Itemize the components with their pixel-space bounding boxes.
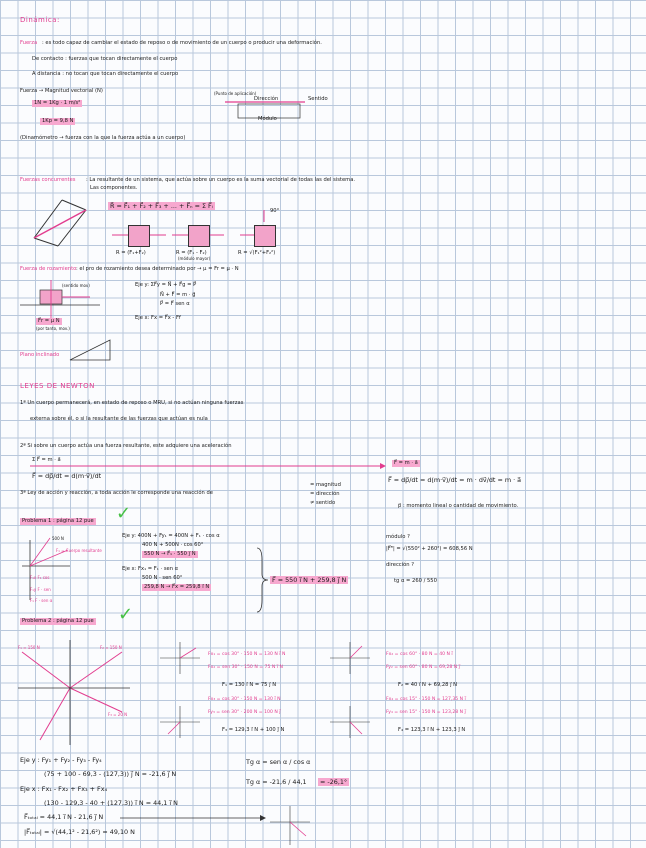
peso-equation: 1Kp = 9,8 N: [42, 118, 74, 124]
p2-right-4: Fy₄ = sen 15° · 150 N = 123,28 N j⃗: [386, 710, 466, 715]
p1-eje-y2: 400 N + 500N · cos 60°: [142, 542, 204, 548]
p2-right-1: Fy₂ = sen 60° · 80 N = 69,28 N j⃗: [386, 665, 460, 670]
r3-formula: R = √(F₁²+F₂²): [238, 250, 276, 256]
rozamiento-definition: : el pro de rozamiento desea determinado por → μ = Fr = μ · N: [76, 266, 239, 272]
newton-ley-2-eq2: F⃗ = dp⃗/dt = d(m·v⃗)/dt: [32, 472, 102, 480]
rozamiento-eje-y: Eje y: ΣF⃗y = N⃗ + F⃗g = P⃗: [135, 282, 197, 288]
problema-1-label: Problema 1 : página 12 pue: [22, 518, 94, 524]
concurrentes-definition: : La resultante de un sistema, que actúa sobre un cuerpo es la suma vectorial de todas las del sistema.: [86, 177, 356, 183]
p2-tg-3: = -26,1°: [320, 778, 348, 786]
box-1: [128, 225, 150, 247]
newton-heading: LEYES DE NEWTON: [20, 382, 95, 390]
rozamiento-mov: (sentido mov): [62, 283, 90, 288]
newton-ley-2: 2ª Si sobre un cuerpo actúa una fuerza resultante, este adquiere una aceleración: [20, 443, 232, 449]
p1-eje-x2: 500 N · sen 60°: [142, 575, 183, 581]
p2-eje-x2: (130 - 129,3 - 40 + (127,3)) i⃗ N = 44,1 i⃗ N: [44, 799, 178, 807]
punto-aplicacion: (Punto de aplicación): [214, 91, 257, 96]
p1-force-y: F₁y F · sen: [30, 587, 51, 592]
p2-mid-5: F₃ = 129,3 i⃗ N + 100 j⃗ N: [222, 727, 285, 733]
p2-tg-2: Tg α = -21,6 / 44,1: [246, 778, 307, 786]
r2-note: (módulo mayor): [178, 256, 211, 261]
p2-mid-2: F₁ = 130 i⃗ N = 75 j⃗ N: [222, 682, 277, 688]
box-3: [254, 225, 276, 247]
p2-mid-0: Fx₁ = cos 30° · 150 N = 130 N i⃗ N: [208, 652, 286, 657]
p1-eje-x: Eje x: Fx₁ = F₁ · sen α: [122, 566, 179, 572]
concurrentes-sub: Las componentes.: [90, 185, 138, 191]
p2-mid-3: Fx₃ = cos 30° · 150 N = 130 i⃗ N: [208, 697, 281, 702]
p1-eje-x3: 259,8 N → F⃗x = 259,8 i⃗ N: [144, 584, 210, 590]
concurrentes-label: Fuerzas concurrentes: [20, 177, 76, 183]
box-2: [188, 225, 210, 247]
p2-tg-1: Tg α = sen α / cos α: [246, 758, 311, 766]
newton-ley-3: 3ª Ley de acción y reacción, a toda acción le corresponde una reacción de: [20, 490, 213, 496]
modulo-label: Módulo: [258, 116, 277, 122]
r2-formula: R = (F₁ - F₂): [176, 250, 207, 256]
plano-inclinado-label: Plano inclinado: [20, 352, 60, 358]
p1-eje-y3: 550 N → F⃗₁ · 550 j⃗ N: [144, 551, 196, 557]
p1-modulo-label: módulo ?: [386, 534, 410, 540]
newton-ley-1: 1ª Un cuerpo permanecerá, en estado de reposo o MRU, si no actúan ninguna fuerzas: [20, 400, 244, 406]
direccion-label: Dirección: [254, 96, 279, 102]
problema-2-label: Problema 2 : página 12 pue: [22, 618, 94, 624]
p1-result: F⃗ = 550 i⃗ N + 259,8 j⃗ N: [272, 576, 347, 584]
p2-f-total: F⃗ₜₒₜₐₗ = 44,1 i⃗ N - 21,6 j⃗ N: [24, 813, 104, 821]
p1-force-resultante: F₁ = Cuerpo resultante: [56, 548, 102, 553]
newton-ley-1b: externa sobre él, o si la resultante de las fuerzas que actúan es nula: [30, 416, 208, 422]
p1-direccion-label: dirección ?: [386, 562, 414, 568]
page-title: Dinámica:: [20, 16, 60, 24]
rozamiento-n-eq: N⃗ + F⃗ = m · g⃗: [160, 292, 196, 298]
p2-eje-x: Eje x : Fx₁ - Fx₂ + Fx₃ + Fx₄: [20, 785, 108, 793]
ley3-option-sentido: ≠ sentido: [310, 500, 336, 506]
p2-right-3: Fx₄ = cos 15° · 150 N = 127,35 N i⃗: [386, 697, 466, 702]
p2-right-5: F₄ = 123,3 i⃗ N + 123,3 j⃗ N: [398, 727, 466, 733]
check-icon: ✓: [116, 503, 132, 524]
fuerza-distancia: A distancia : no tocan que tocan directamente el cuerpo: [32, 71, 179, 77]
r1-formula: R = (F₁+F₂): [116, 250, 146, 256]
dinamometro-note: (Dinamómetro → fuerza con la que la fuerza actúa a un cuerpo): [20, 135, 186, 141]
ley3-option-magnitud: = magnitud: [310, 482, 341, 488]
p1-eje-y: Eje y: 400N + Fy₁ = 400N + F₁ · cos α: [122, 533, 220, 539]
p2-f-mod: |F⃗ₜₒₜₐₗ| = √(44,1² - 21,6²) = 49,10 N: [24, 828, 135, 836]
p2-force-3: F₃ = 20 N: [108, 712, 128, 717]
rozamiento-fr: F⃗r = μ N: [38, 318, 60, 324]
newton-ley-2-right: F⃗ = m · a⃗: [394, 460, 418, 466]
p1-force-500: 500 N: [52, 536, 64, 541]
fuerza-contacto: De contacto : fuerzas que tocan directamente el cuerpo: [32, 56, 178, 62]
p1-force-x: F₁x F₁ cos: [30, 575, 50, 580]
p1-force-sen: F₁ F · sen α: [30, 598, 53, 603]
fuerza-definition: : es todo capaz de cambiar el estado de reposo o de movimiento de un cuerpo o producir una deformación.: [42, 40, 322, 46]
p1-modulo: |F⃗ᴿ| = √(550² + 260²) = 608,56 N: [386, 546, 473, 552]
rozamiento-eje-x: Eje x: Fx = F⃗x - Fr⃗: [135, 315, 181, 321]
newton-equation: 1N = 1Kg · 1 m/s²: [34, 100, 81, 106]
fuerza-magnitud: Fuerza → Magnitud vectorial (N): [20, 88, 103, 94]
newton-ley-2-deriv: F⃗ = dp⃗/dt = d(m·v⃗)/dt = m · dv⃗/dt = m · a⃗: [388, 476, 522, 484]
momento-note: p⃗ : momento lineal o cantidad de movimiento.: [398, 503, 519, 509]
p2-mid-1: Fx₂ = sen 30° · 150 N = 75 N i⃗ N: [208, 665, 283, 670]
rozamiento-por-tanto: (por tanto, mov.): [36, 326, 70, 331]
rozamiento-label: Fuerza de rozamiento: [20, 266, 77, 272]
p2-mid-4: Fy₃ = sen 30° · 200 N = 100 N j⃗: [208, 710, 281, 715]
rozamiento-n-eq2: P⃗ = F⃗ sen α: [160, 301, 190, 307]
sentido-label: Sentido: [308, 96, 328, 102]
check-icon-2: ✓: [118, 604, 134, 625]
newton-ley-2-eq: Σ F⃗ = m · a⃗: [32, 457, 61, 463]
p2-eje-y: Eje y : Fy₁ + Fy₂ - Fy₃ - Fy₄: [20, 756, 102, 764]
ley3-option-direccion: = dirección: [310, 491, 340, 497]
resultant-sum: R⃗ = F⃗₁ + F⃗₂ + F⃗₃ + ... + F⃗ₙ = Σ F⃗ᵢ: [110, 202, 213, 210]
p1-tg: tg α = 260 / 550: [394, 578, 437, 584]
p2-force-1: F₁ = 150 N: [18, 645, 40, 650]
p2-force-2: F₂ = 150 N: [100, 645, 122, 650]
fuerza-label: Fuerza: [20, 40, 38, 46]
angle-label: 90°: [270, 208, 280, 214]
p2-right-0: Fx₂ = cos 60° · 80 N = 40 N i⃗: [386, 652, 453, 657]
p2-eje-y2: (75 + 100 - 69,3 - (127,3)) j⃗ N = -21,6 j⃗ N: [44, 770, 177, 778]
p2-right-2: F₂ = 40 i⃗ N + 69,28 j⃗ N: [398, 682, 458, 688]
